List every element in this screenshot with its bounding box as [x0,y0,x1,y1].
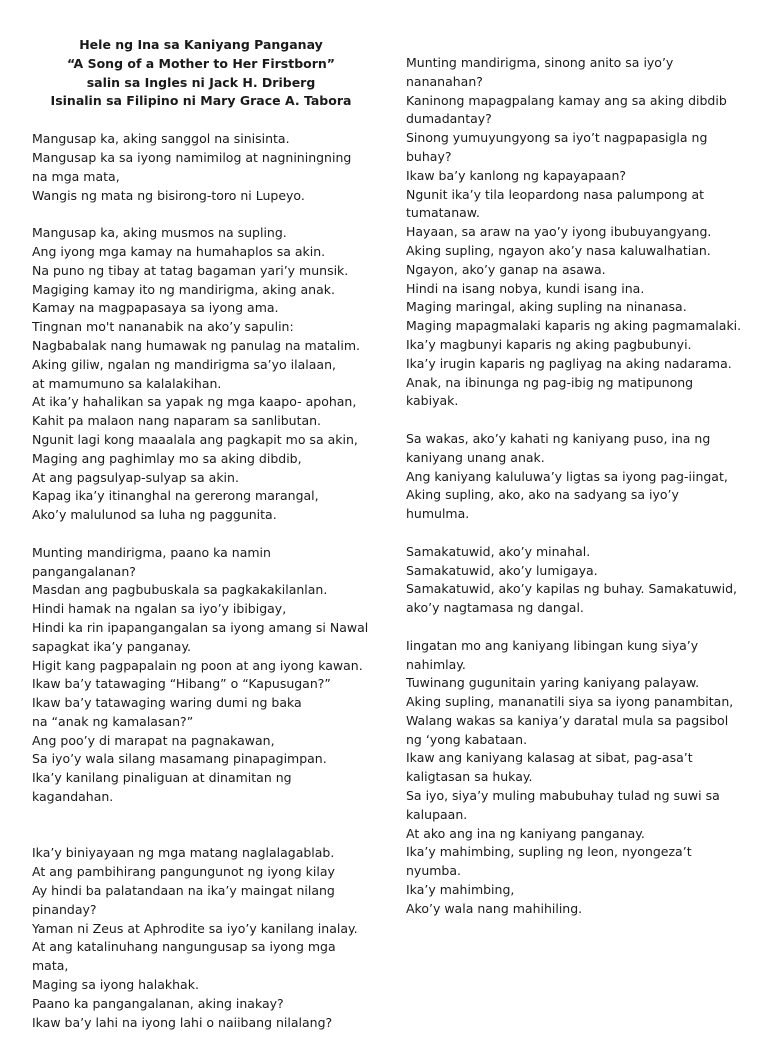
poem-line: Kahit pa malaon nang naparam sa sanlibutan. [32,413,322,429]
poem-line: Hayaan, sa araw na yao’y iyong ibubuyangyang. [406,224,712,240]
poem-subtitle: “A Song of a Mother to Her Firstborn” [66,55,336,71]
poem-line: Ika’y magbunyi kaparis ng aking pagbubunyi. [406,336,692,352]
poem-line: Ikaw ang kaniyang kalasag at sibat, pag-asa’t kaligtasan sa hukay. [406,750,693,785]
poem-line: Aking giliw, ngalan ng mandirigma sa’yo ilalaan, [32,356,336,372]
poem-line: Nagbabalak nang humawak ng panulag na matalim. [32,337,361,353]
poem-line: Ika’y kanilang pinaliguan at dinamitan ng kagandahan. [32,770,292,805]
poem-line: At ang pagsulyap-sulyap sa akin. [32,469,239,485]
stanza [32,544,370,807]
poem-line: Mangusap ka, aking sanggol na sinisinta. [32,131,290,147]
poem-line: Ang kaniyang kaluluwa’y ligtas sa iyong pag-iingat, [406,468,728,484]
poem-line: Maging mapagmalaki kaparis ng aking pagmamalaki. [406,318,742,334]
poem-line: Samakatuwid, ako’y kapilas ng buhay. Samakatuwid, ako’y nagtamasa ng dangal. [406,581,738,616]
poem-line: Mangusap ka, aking musmos na supling. [32,225,287,241]
poem-line: Kapag ika’y itinanghal na gererong marangal, [32,488,319,504]
poem-line: Hindi hamak na ngalan sa iyo’y ibibigay, [32,601,287,617]
poem-line: Sa iyo, siya’y muling mabubuhay tulad ng suwi sa kalupaan. [406,788,720,822]
poem-line: Ika’y irugin kaparis ng pagliyag na aking nadarama. [406,355,732,371]
poem-line: Ika’y biniyayaan ng mga matang naglalagablab. [32,845,335,861]
poem-line: Ikaw ba’y lahi na iyong lahi o naiibang nilalang? [32,1014,333,1030]
translator-filipino: Isinalin sa Filipino ni Mary Grace A. Tabora [50,93,352,109]
poem-line: Maging maringal, aking supling na ninanasa. [406,299,687,315]
poem-line: Ngayon, ako’y ganap na asawa. [406,261,606,277]
stanza [32,844,370,1032]
poem-line: At ako ang ina ng kaniyang panganay. [406,825,645,841]
poem-line: Walang wakas sa kaniya’y daratal mula sa pagsibol ng ‘yong kabataan. [406,712,729,747]
stanza [406,430,744,524]
poem-line: Sa iyo’y wala silang masamang pinapagimpan. [32,751,327,767]
poem-line: Tuwinang gugunitain yaring kaniyang palayaw. [406,675,700,691]
poem-line: Paano ka pangangalanan, aking inakay? [32,995,284,1011]
poem-line: Sa wakas, ako’y kahati ng kaniyang puso, ina ng kaniyang unang anak. [406,430,711,465]
stanza [32,224,370,525]
right-stanzas [406,54,744,919]
poem-line: Ikaw ba’y tatawaging “Hibang” o “Kapusugan?” [32,676,331,692]
poem-line: Kamay na magpapasaya sa iyong ama. [32,300,279,316]
poem-line: Ikaw ba’y kanlong ng kapayapaan? [406,167,627,183]
poem-line: Aking supling, ako, ako na sadyang sa iyo’y humulma. [406,487,679,522]
poem-line: Ikaw ba’y tatawaging waring dumi ng baka [32,695,302,711]
poem-line: Wangis ng mata ng bisirong-toro ni Lupeyo. [32,187,305,203]
right-column [406,54,744,937]
poem-line: Aking supling, ngayon ako’y nasa kaluwalhatian. [406,242,711,258]
stanza [406,637,744,919]
title-block [32,36,370,111]
poem-line: Ngunit lagi kong maaalala ang pagkapit mo sa akin, [32,431,358,447]
poem-line: Kaninong mapagpalang kamay ang sa aking dibdib dumadantay? [406,92,727,127]
poem-line: Masdan ang pagbubuskala sa pagkakakilanlan. [32,582,328,598]
poem-line: Ang poo’y di marapat na pagnakawan, [32,732,275,748]
poem-line: Mangusap ka sa iyong namimilog at nagniningning na mga mata, [32,149,352,184]
poem-line: Ay hindi ba palatandaan na ika’y maingat nilang pinanday? [32,883,335,917]
poem-line: Samakatuwid, ako’y minahal. [406,543,591,559]
left-stanzas [32,130,370,1032]
poem-line: Iingatan mo ang kaniyang libingan kung siya’y nahimlay. [406,637,699,672]
poem-line: Sinong yumuyungyong sa iyo’t nagpapasigla ng buhay? [406,130,708,164]
poem-line: na “anak ng kamalasan?” [32,713,194,729]
poem-line: Hindi na isang nobya, kundi isang ina. [406,280,645,296]
left-column [32,36,370,1051]
poem-line: Maging ang paghimlay mo sa aking dibdib, [32,450,302,466]
poem-line: Maging sa iyong halakhak. [32,977,199,993]
poem-line: Samakatuwid, ako’y lumigaya. [406,562,598,578]
poem-line: Yaman ni Zeus at Aphrodite sa iyo’y kanilang inalay. [32,920,358,936]
poem-line: At ang pambihirang pangungunot ng iyong kilay [32,864,335,880]
poem-title: Hele ng Ina sa Kaniyang Panganay [79,37,323,52]
translator-english: salin sa Ingles ni Jack H. Driberg [86,74,316,90]
poem-line: Aking supling, mananatili siya sa iyong panambitan, [406,694,734,710]
poem-line: Anak, na ibinunga ng pag-ibig ng matipunong kabiyak. [406,374,694,409]
poem-line: Munting mandirigma, sinong anito sa iyo’y nananahan? [406,55,674,89]
poem-line: At ika’y hahalikan sa yapak ng mga kaapo- apohan, [32,394,357,410]
poem-line: Tingnan mo't nananabik na ako’y sapulin: [32,319,294,335]
poem-line: At ang katalinuhang nangungusap sa iyong mga mata, [32,939,336,974]
poem-line: Hindi ka rin ipapangangalan sa iyong amang si Nawal sapagkat ika’y panganay. [32,619,369,654]
stanza [32,130,370,205]
poem-line: at mamumuno sa kalalakihan. [32,375,222,391]
poem-line: Munting mandirigma, paano ka namin pangangalanan? [32,544,271,579]
stanza [406,54,744,411]
poem-line: Magiging kamay ito ng mandirigma, aking anak. [32,281,335,297]
poem-line: Ako’y wala nang mahihiling. [406,900,583,916]
poem-line: Higit kang pagpapalain ng poon at ang iyong kawan. [32,657,363,673]
poem-line: Ngunit ika’y tila leopardong nasa palumpong at tumatanaw. [406,186,705,221]
poem-line: Ako’y malulunod sa luha ng paggunita. [32,507,277,523]
stanza [406,543,744,618]
poem-line: Ika’y mahimbing, supling ng leon, nyongeza’t nyumba. [406,844,692,879]
poem-line: Na puno ng tibay at tatag bagaman yari’y munsik. [32,262,349,278]
poem-line: Ang iyong mga kamay na humahaplos sa akin. [32,243,326,259]
poem-line: Ika’y mahimbing, [406,882,515,898]
